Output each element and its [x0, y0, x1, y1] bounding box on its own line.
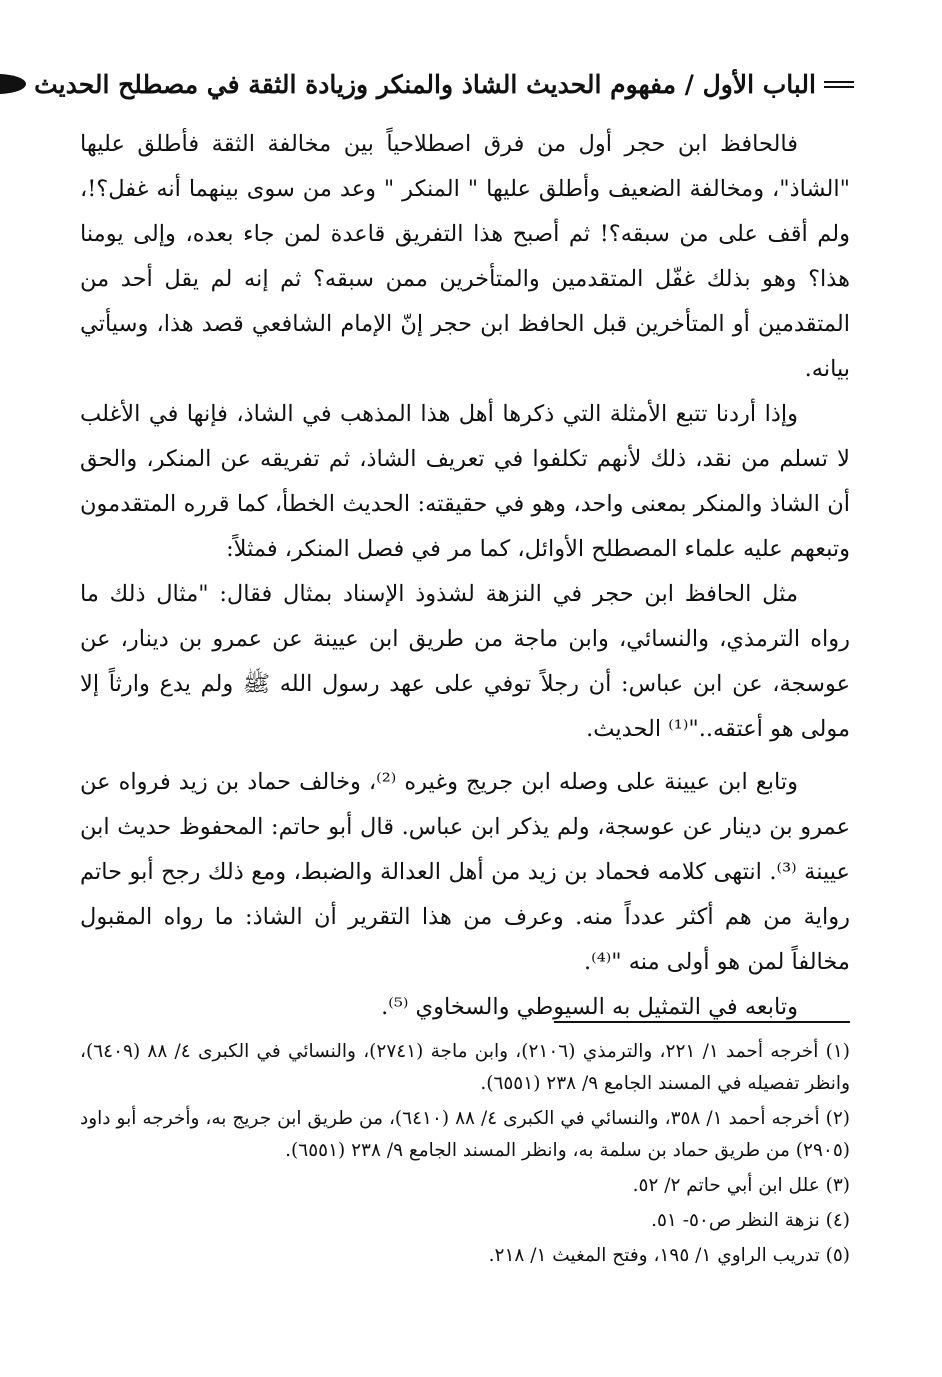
- paragraph: فالحافظ ابن حجر أول من فرق اصطلاحياً بين مخالفة الثقة فأطلق عليها "الشاذ"، ومخالفة الضعيف وأطلق عليها " المنكر " وعد من سوى بينهما أنه غفل؟!، ولم أقف على من سبقه؟! ثم أصبح هذا التفريق قاعدة لمن جاء بعده، وإلى يومنا هذا؟ وهو بذلك غفّل المتقدمين والمتأخرين ممن سبقه؟ ثم إنه لم يقل أحد من المتقدمين أو المتأخرين قبل الحافظ ابن حجر إنّ الإمام الشافعي قصد هذا، وسيأتي بيانه.: [80, 131, 850, 382]
- paragraph: مثل الحافظ ابن حجر في النزهة لشذوذ الإسناد بمثال فقال: "مثال ذلك ما رواه الترمذي، والنسائي، وابن ماجة من طريق ابن عيينة عن عمرو بن دينار، عن عوسجة، عن ابن عباس: أن رجلاً توفي على عهد رسول الله ﷺ ولم يدع وارثاً إلا مولى هو أعتقه.."⁽¹⁾ الحديث.: [80, 581, 850, 742]
- footnote: (٥) تدريب الراوي ١/ ١٩٥، وفتح المغيث ١/ ٢١٨.: [488, 1245, 850, 1266]
- ink-drop-ornament: [0, 74, 26, 94]
- footnotes: [80, 1036, 850, 1275]
- running-header: [34, 58, 854, 110]
- footnote: (٣) علل ابن أبي حاتم ٢/ ٥٢.: [632, 1175, 850, 1196]
- paragraph: وتابع ابن عيينة على وصله ابن جريج وغيره ⁽²⁾، وخالف حماد بن زيد فرواه عن عمرو بن دينار عن عوسجة، ولم يذكر ابن عباس. قال أبو حاتم: المحفوظ حديث ابن عيينة ⁽³⁾. انتهى كلامه فحماد بن زيد من أهل العدالة والضبط، ومع ذلك رجح أبو حاتم رواية من هم أكثر عدداً منه. وعرف من هذا التقرير أن الشاذ: ما رواه المقبول مخالفاً لمن هو أولى منه "⁽⁴⁾.: [80, 769, 850, 975]
- footnote: (٤) نزهة النظر ص٥٠- ٥١.: [651, 1210, 850, 1231]
- chapter-title: الباب الأول / مفهوم الحديث الشاذ والمنكر وزيادة الثقة في مصطلح الحديث: [34, 69, 816, 99]
- footnote: (٢) أخرجه أحمد ١/ ٣٥٨، والنسائي في الكبرى ٤/ ٨٨ (٦٤١٠)، من طريق ابن جريج به، وأخرجه أبو داود (٢٩٠٥) من طريق حماد بن سلمة به، وانظر المسند الجامع ٩/ ٢٣٨ (٦٥٥١).: [80, 1108, 850, 1161]
- header-dash-ornament: [824, 81, 854, 88]
- paragraph: وتابعه في التمثيل به السيوطي والسخاوي ⁽⁵⁾.: [381, 994, 798, 1020]
- main-text: [80, 122, 850, 1030]
- footnote-separator: [554, 1021, 850, 1023]
- footnote: (١) أخرجه أحمد ١/ ٢٢١، والترمذي (٢١٠٦)، وابن ماجة (٢٧٤١)، والنسائي في الكبرى ٤/ ٨٨ (٦٤٠٩)، وانظر تفصيله في المسند الجامع ٩/ ٢٣٨ (٦٥٥١).: [80, 1041, 850, 1094]
- paragraph: وإذا أردنا تتبع الأمثلة التي ذكرها أهل هذا المذهب في الشاذ، فإنها في الأغلب لا تسلم من نقد، ذلك لأنهم تكلفوا في تعريف الشاذ، ثم تفريقه عن المنكر، والحق أن الشاذ والمنكر بمعنى واحد، وهو في حقيقته: الحديث الخطأ، كما قرره المتقدمون وتبعهم عليه علماء المصطلح الأوائل، كما مر في فصل المنكر، فمثلاً:: [80, 401, 850, 562]
- header-rule-ornament: [0, 74, 26, 94]
